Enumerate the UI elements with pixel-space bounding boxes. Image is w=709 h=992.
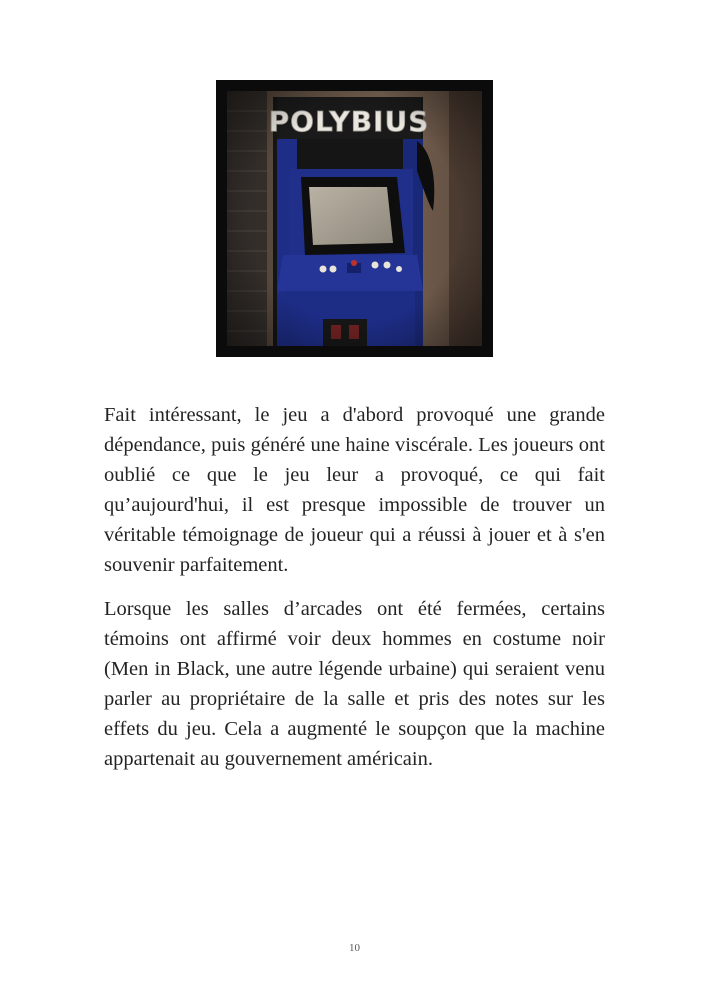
page-number: 10 (349, 942, 360, 954)
paragraph-2: Lorsque les salles d’arcades ont été fermées, certains témoins ont affirmé voir deux hommes en costume noir (Men in Black, une autre légende urbaine) qui seraient venu parler au propriétaire de la salle et pris des notes sur les effets du jeu. Cela a augmenté le soupçon que la machine appartenait au gouvernement américain. (104, 598, 605, 770)
paragraph-1: Fait intéressant, le jeu a d'abord provoqué une grande dépendance, puis généré une haine viscérale. Les joueurs ont oublié ce que le jeu leur a provoqué, ce qui fait qu’aujourd'hui, il est presque impossible de trouver un véritable témoignage de joueur qui a réussi à jouer et à s'en souvenir parfaitement. (104, 404, 605, 576)
body-text (104, 400, 605, 788)
arcade-cabinet-illustration (227, 91, 482, 346)
polybius-arcade-photo (216, 80, 493, 357)
